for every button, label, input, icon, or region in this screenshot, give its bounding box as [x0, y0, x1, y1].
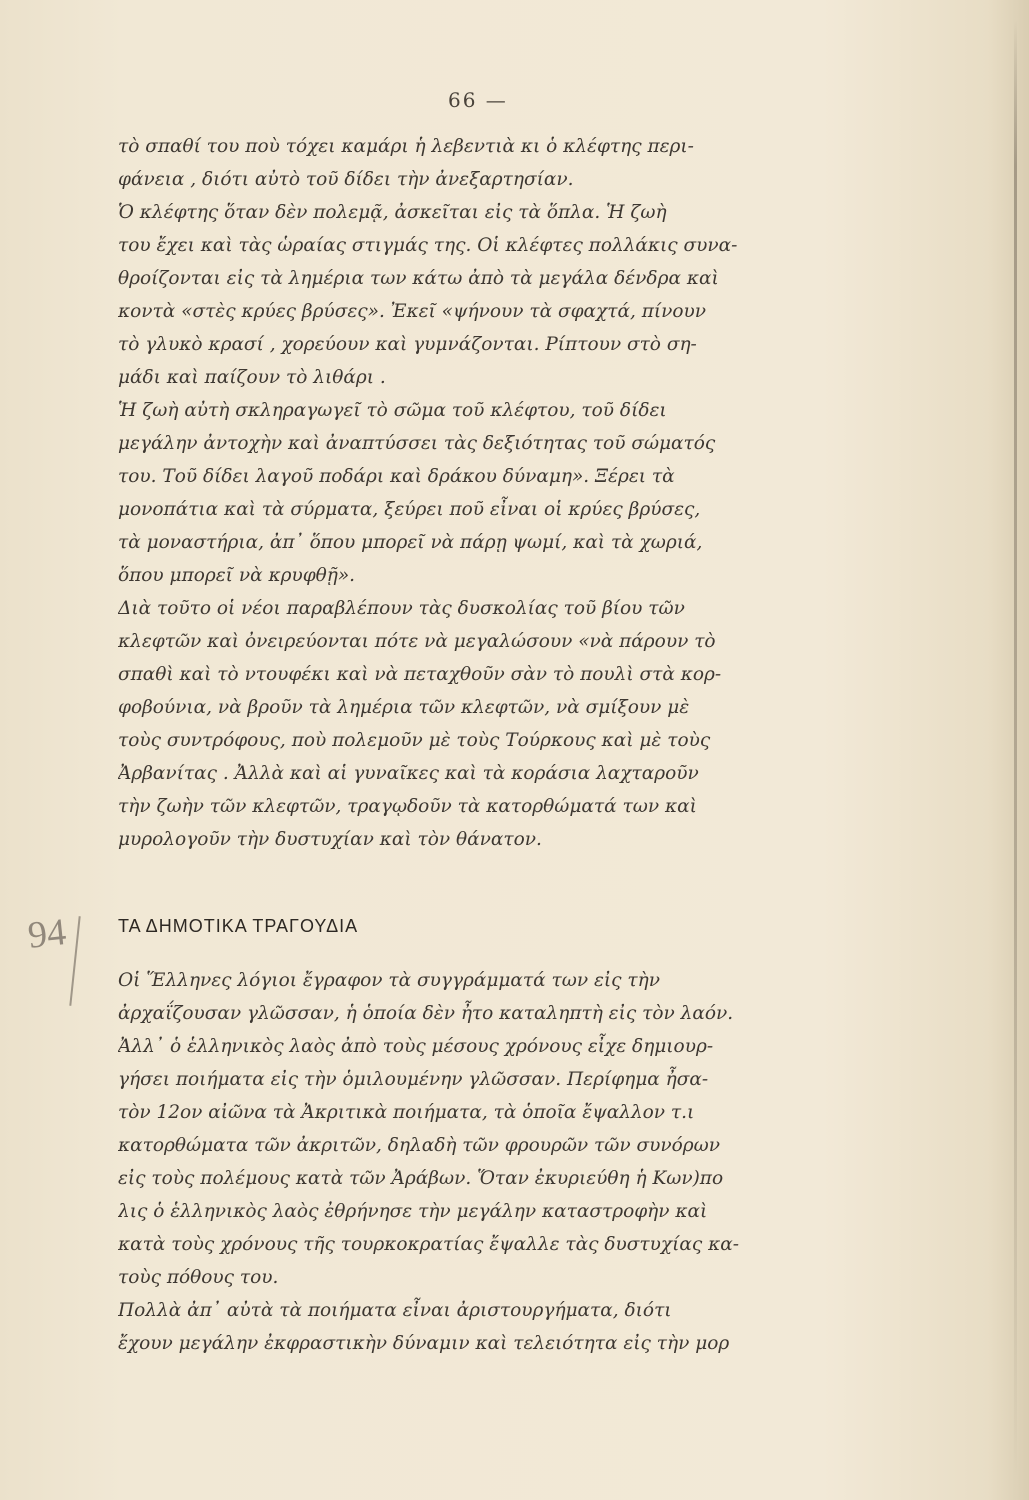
text-line: κλεφτῶν καὶ ὀνειρεύονται πότε νὰ μεγαλώσουν «νὰ πάρουν τὸ [118, 631, 716, 652]
page-number: 66 — [448, 88, 508, 112]
margin-pencil-line [69, 916, 80, 1006]
text-line: φοβούνια, νὰ βροῦν τὰ λημέρια τῶν κλεφτῶν, νὰ σμίξουν μὲ [118, 697, 690, 718]
text-line: του ἔχει καὶ τὰς ὡραίας στιγμάς της. Οἱ κλέφτες πολλάκις συνα- [118, 235, 738, 256]
text-line: θροίζονται εἰς τὰ λημέρια των κάτω ἀπὸ τὰ μεγάλα δένδρα καὶ [118, 268, 719, 289]
text-line: Ὁ κλέφτης ὅταν δὲν πολεμᾷ, ἀσκεῖται εἰς τὰ ὅπλα. Ἡ ζωὴ [118, 202, 667, 223]
text-line: φάνεια , διότι αὐτὸ τοῦ δίδει τὴν ἀνεξαρτησίαν. [118, 169, 574, 190]
text-line: Ἀρβανίτας . Ἀλλὰ καὶ αἱ γυναῖκες καὶ τὰ κοράσια λαχταροῦν [118, 763, 699, 784]
text-line: Ἀλλ᾿ ὁ ἑλληνικὸς λαὸς ἀπὸ τοὺς μέσους χρόνους εἶχε δημιουρ- [118, 1036, 714, 1057]
text-line: ὅπου μπορεῖ νὰ κρυφθῇ». [118, 565, 356, 586]
page-edge-shadow [1014, 20, 1017, 1480]
text-line: σπαθὶ καὶ τὸ ντουφέκι καὶ νὰ πεταχθοῦν σὰν τὸ πουλὶ στὰ κορ- [118, 664, 722, 685]
text-line: τὸν 12ον αἰῶνα τὰ Ἀκριτικὰ ποιήματα, τὰ ὁποῖα ἔψαλλον τ.ι [118, 1102, 695, 1123]
text-line: τοὺς συντρόφους, ποὺ πολεμοῦν μὲ τοὺς Τούρκους καὶ μὲ τοὺς [118, 730, 711, 751]
section-dimotika-text [118, 964, 866, 1360]
text-line: εἰς τοὺς πολέμους κατὰ τῶν Ἀράβων. Ὅταν ἐκυριεύθη ἡ Κων)πο [118, 1168, 724, 1189]
text-line: μάδι καὶ παίζουν τὸ λιθάρι . [118, 367, 386, 388]
handwritten-margin-note: 94 [25, 911, 69, 957]
text-line: μονοπάτια καὶ τὰ σύρματα, ξεύρει ποῦ εἶναι οἱ κρύες βρύσες, [118, 499, 701, 520]
text-line: ἀρχαΐζουσαν γλῶσσαν, ἡ ὁποία δὲν ἦτο καταληπτὴ εἰς τὸν λαόν. [118, 1003, 734, 1024]
text-line: γήσει ποιήματα εἰς τὴν ὁμιλουμένην γλῶσσαν. Περίφημα ἦσα- [118, 1069, 709, 1090]
text-line: τὸ γλυκὸ κρασί , χορεύουν καὶ γυμνάζονται. Ρίπτουν στὸ ση- [118, 334, 697, 355]
text-line: τὰ μοναστήρια, ἀπ᾿ ὅπου μπορεῖ νὰ πάρῃ ψωμί, καὶ τὰ χωριά, [118, 532, 703, 553]
text-line: λις ὁ ἑλληνικὸς λαὸς ἐθρήνησε τὴν μεγάλην καταστροφὴν καὶ [118, 1201, 708, 1222]
text-line: Διὰ τοῦτο οἱ νέοι παραβλέπουν τὰς δυσκολίας τοῦ βίου τῶν [118, 598, 685, 619]
text-line: Ἡ ζωὴ αὐτὴ σκληραγωγεῖ τὸ σῶμα τοῦ κλέφτου, τοῦ δίδει [118, 400, 667, 421]
text-line: Οἱ Ἕλληνες λόγιοι ἔγραφον τὰ συγγράμματά των εἰς τὴν [118, 970, 660, 991]
text-line: μεγάλην ἀντοχὴν καὶ ἀναπτύσσει τὰς δεξιότητας τοῦ σώματός [118, 433, 716, 454]
text-line: τὸ σπαθί του ποὺ τόχει καμάρι ἡ λεβεντιὰ κι ὁ κλέφτης περι- [118, 136, 694, 157]
section-kleftes-text [118, 130, 866, 856]
text-line: κοντὰ «στὲς κρύες βρύσες». Ἐκεῖ «ψήνουν τὰ σφαχτά, πίνουν [118, 301, 707, 322]
text-line: Πολλὰ ἀπ᾿ αὐτὰ τὰ ποιήματα εἶναι ἀριστουργήματα, διότι [118, 1300, 672, 1321]
text-line: μυρολογοῦν τὴν δυστυχίαν καὶ τὸν θάνατον. [118, 829, 542, 850]
text-line: κατὰ τοὺς χρόνους τῆς τουρκοκρατίας ἔψαλλε τὰς δυστυχίας κα- [118, 1234, 739, 1255]
text-line: του. Τοῦ δίδει λαγοῦ ποδάρι καὶ δράκου δύναμη». Ξέρει τὰ [118, 466, 675, 487]
text-line: ἔχουν μεγάλην ἐκφραστικὴν δύναμιν καὶ τελειότητα εἰς τὴν μορ [118, 1333, 730, 1354]
text-line: κατορθώματα τῶν ἀκριτῶν, δηλαδὴ τῶν φρουρῶν τῶν συνόρων [118, 1135, 720, 1156]
section-heading: ΤΑ ΔΗΜΟΤΙΚΑ ΤΡΑΓΟΥΔΙΑ [118, 916, 359, 936]
text-line: τὴν ζωὴν τῶν κλεφτῶν, τραγῳδοῦν τὰ κατορθώματά των καὶ [118, 796, 697, 817]
text-line: τοὺς πόθους του. [118, 1267, 279, 1288]
